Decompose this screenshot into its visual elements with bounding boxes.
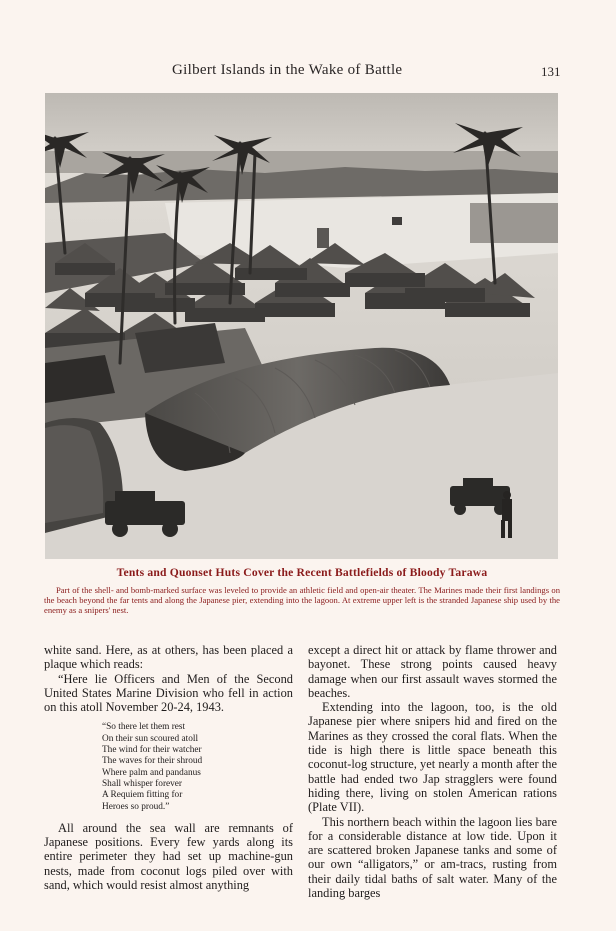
poem-line: Heroes so proud.” [102,801,170,812]
poem-line: The waves for their shroud [102,756,203,767]
poem-line: A Requiem fitting for [102,790,183,801]
paragraph: Extending into the lagoon, too, is the old Japanese pier where snipers hid and fired on the Marines as they crossed the coral flats. When the tide is high there is little space beneath this coconut-log structure, yet nearly a month after the battle had ended two Jap stragglers were found hiding there, living on stolen American rations (Plate VII). [308,700,557,815]
paragraph: All around the sea wall are remnants of Japanese positions. Every few yards along its entire perimeter they had set up machine-gun nests, made from coconut logs piled over with sand, which would resist almost anything [44,820,293,893]
paragraph: except a direct hit or attack by flame thrower and bayonet. These strong points caused heavy damage when our first assault waves stormed the beaches. [308,643,557,700]
paragraph: This northern beach within the lagoon lies bare for a considerable distance at low tide. Upon it are scattered broken Japanese tanks and some of our own “alligators,” or am-tracs, rusting from their daily tidal baths of salt water. Many of the landing barges [308,814,557,901]
tarawa-photograph [45,93,558,559]
plaque-poem [102,722,293,812]
figure-caption-text: Part of the shell- and bomb-marked surface was leveled to provide an athletic field and open-air theater. The Marines made their first landings on the beach beyond the far tents and along the Japanese pier, extending into the lagoon. At extreme upper left is the stranded Japanese ship used by the enemy as a snipers' nest. [44,585,560,615]
poem-line: On their sun scoured atoll [102,733,199,744]
page-number: 131 [541,64,561,79]
plaque-text: “Here lie Officers and Men of the Second United States Marine Division who fell in action on this atoll November 20-24, 1943. [44,671,293,715]
article-column-right [308,643,557,900]
poem-line: Where palm and pandanus [102,767,201,778]
figure-title: Tents and Quonset Huts Cover the Recent Battlefields of Bloody Tarawa [116,566,488,579]
article-column-left [44,643,293,892]
poem-line: Shall whisper forever [102,778,183,789]
poem-line: The wind for their watcher [102,745,202,756]
poem-line: “So there let them rest [102,722,186,733]
running-head [0,62,616,82]
paragraph: white sand. Here, as at others, has been placed a plaque which reads: [44,643,293,672]
running-title: Gilbert Islands in the Wake of Battle [172,62,403,78]
figure-caption [44,566,560,615]
